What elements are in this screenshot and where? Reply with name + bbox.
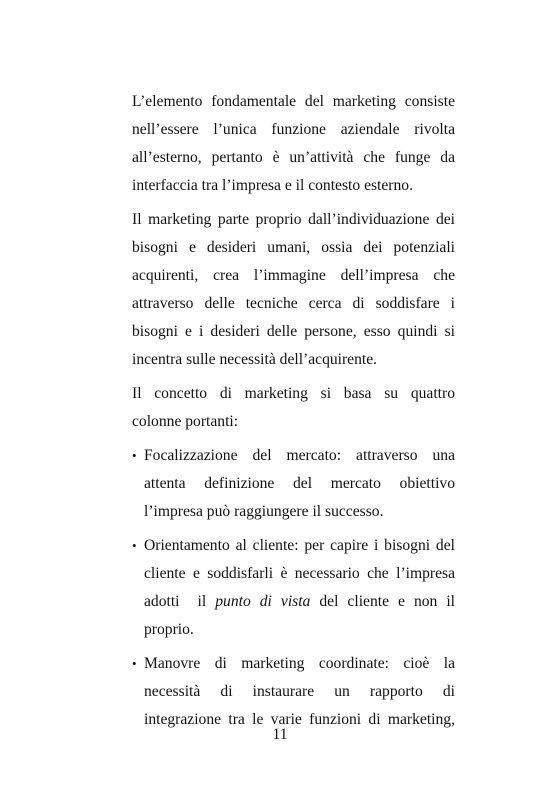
- bullet-list: [132, 442, 455, 734]
- text-line: nell’essere l’unica funzione aziendale rivolta: [132, 121, 455, 138]
- bullet-icon: •: [132, 448, 137, 463]
- paragraph: [132, 380, 455, 436]
- text-line: Il marketing parte proprio dall’individuazione dei: [132, 211, 455, 228]
- text-line: integrazione tra le varie funzioni di marketing,: [144, 711, 455, 728]
- paragraph: [132, 88, 455, 200]
- text-line: Orientamento al cliente: per capire i bisogni del: [144, 537, 455, 554]
- text-line: Focalizzazione del mercato: attraverso una: [144, 447, 455, 464]
- text-line: necessità di instaurare un rapporto di: [144, 683, 455, 700]
- text-line: incentra sulle necessità dell’acquirente.: [132, 351, 378, 368]
- text-line: [144, 588, 455, 616]
- page-number: 11: [272, 726, 288, 743]
- text-line: Manovre di marketing coordinate: cioè la: [144, 655, 455, 672]
- paragraph: [132, 206, 455, 374]
- text-line: colonne portanti:: [132, 413, 239, 430]
- text-line: attraverso delle tecniche cerca di soddisfare i: [132, 295, 455, 312]
- text-line: all’esterno, pertanto è un’attività che funge da: [132, 149, 455, 166]
- text-fragment: del cliente e non il: [310, 593, 455, 610]
- document-body: [132, 88, 455, 740]
- text-line: bisogni e desideri umani, ossia dei potenziali: [132, 239, 455, 256]
- text-line: Il concetto di marketing si basa su quattro: [132, 385, 455, 402]
- list-item: [132, 650, 455, 734]
- text-line: proprio.: [144, 621, 194, 638]
- bullet-icon: •: [132, 656, 137, 671]
- text-line: interfaccia tra l’impresa e il contesto esterno.: [132, 177, 413, 194]
- text-line: L’elemento fondamentale del marketing consiste: [132, 93, 455, 110]
- text-line: bisogni e i desideri delle persone, esso quindi si: [132, 323, 455, 340]
- text-line: cliente e soddisfarli è necessario che l’impresa: [144, 565, 455, 582]
- list-item: [132, 532, 455, 644]
- text-line: attenta definizione del mercato obiettivo: [144, 475, 455, 492]
- text-line: l’impresa può raggiungere il successo.: [144, 503, 384, 520]
- list-item: [132, 442, 455, 526]
- bullet-icon: •: [132, 538, 137, 553]
- text-line: acquirenti, crea l’immagine dell’impresa che: [132, 267, 455, 284]
- text-fragment: adotti il: [144, 593, 216, 610]
- italic-phrase: punto di vista: [215, 593, 311, 610]
